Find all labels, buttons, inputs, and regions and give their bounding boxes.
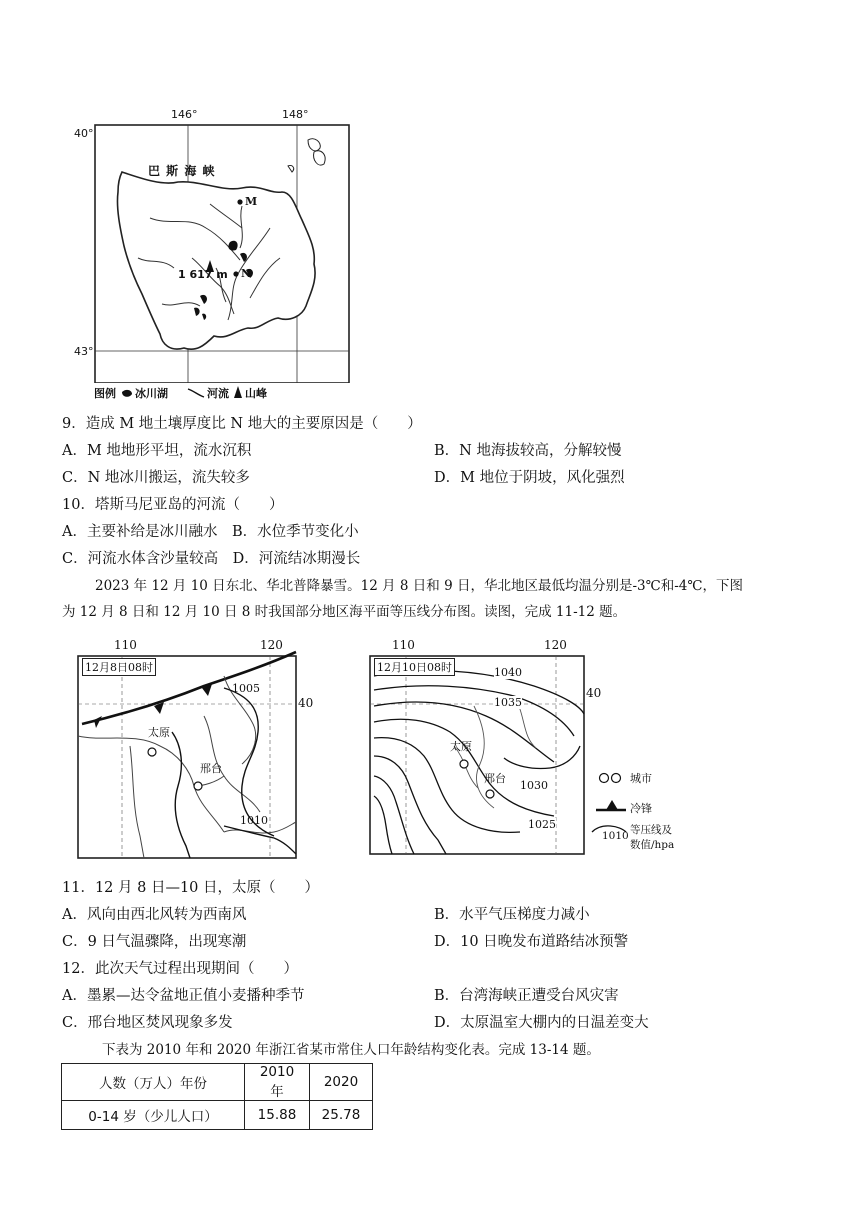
table-cell: 0-14 岁（少儿人口） <box>62 1101 245 1130</box>
question-11-option-c[interactable]: C．9 日气温骤降，出现寒潮 <box>62 934 247 950</box>
question-9-option-b[interactable]: B．N 地海拔较高，分解较慢 <box>434 443 622 459</box>
question-9-stem: 9．造成 M 地土壤厚度比 N 地大的主要原因是（ ） <box>62 416 422 432</box>
passage-11-12-line2: 为 12 月 8 日和 12 月 10 日 8 时我国部分地区海平面等压线分布图。读图，完成 11-12 题。 <box>62 604 627 620</box>
right-isobar-1030: 1030 <box>520 779 548 792</box>
left-lon-120: 120 <box>260 638 283 652</box>
city-legend-icon <box>612 774 621 783</box>
question-9-option-d[interactable]: D．M 地位于阴坡，风化强烈 <box>434 470 625 486</box>
isobar-maps <box>74 636 724 862</box>
right-lon-120: 120 <box>544 638 567 652</box>
point-n-marker <box>233 271 238 276</box>
point-m-label: M <box>245 195 258 208</box>
left-map-title: 12月8日08时 <box>82 658 156 676</box>
left-lon-110: 110 <box>114 638 137 652</box>
right-city-xingtai: 邢台 <box>484 772 506 785</box>
point-n-label: N <box>241 267 252 280</box>
question-9-option-c[interactable]: C．N 地冰川搬运，流失较多 <box>62 470 250 486</box>
question-10-stem: 10．塔斯马尼亚岛的河流（ ） <box>62 497 284 513</box>
age-structure-table <box>61 1063 373 1130</box>
question-10-options-ab[interactable]: A．主要补给是冰川融水 B．水位季节变化小 <box>62 524 359 540</box>
question-11-option-d[interactable]: D．10 日晚发布道路结冰预警 <box>434 934 629 950</box>
lat-40-label: 40° <box>74 127 94 140</box>
table-header-cell: 人数（万人）年份 <box>62 1064 245 1101</box>
right-map-title: 12月10日08时 <box>374 658 455 676</box>
left-city-taiyuan: 太原 <box>148 726 170 739</box>
question-12-stem: 12．此次天气过程出现期间（ ） <box>62 961 298 977</box>
table-row <box>62 1101 373 1130</box>
city-xingtai-marker-right <box>486 790 494 798</box>
legend-isobar-value: 1010 <box>602 830 629 842</box>
question-12-option-a[interactable]: A．墨累—达令盆地正值小麦播种季节 <box>62 988 305 1004</box>
table-header-cell: 2010 年 <box>245 1064 310 1101</box>
point-m-marker <box>237 199 242 204</box>
question-9-option-a[interactable]: A．M 地地形平坦，流水沉积 <box>62 443 252 459</box>
passage-13-14: 下表为 2010 年和 2020 年浙江省某市常住人口年龄结构变化表。完成 13-14 题。 <box>102 1042 600 1058</box>
city-taiyuan-marker <box>148 748 156 756</box>
table-header-row <box>62 1064 373 1101</box>
right-city-taiyuan: 太原 <box>450 740 472 753</box>
question-12-option-b[interactable]: B．台湾海峡正遭受台风灾害 <box>434 988 619 1004</box>
legend-peak-label: 山峰 <box>245 387 267 400</box>
question-11-option-b[interactable]: B．水平气压梯度力减小 <box>434 907 590 923</box>
table-header-cell: 2020 <box>310 1064 373 1101</box>
question-11-stem: 11．12 月 8 日—10 日，太原（ ） <box>62 880 320 896</box>
lon-148-label: 148° <box>282 108 309 121</box>
tasmania-map-svg <box>70 108 360 400</box>
table-cell: 25.78 <box>310 1101 373 1130</box>
legend-lake-label: 冰川湖 <box>135 387 168 400</box>
legend-title: 图例 <box>94 387 116 400</box>
legend-city-label: 城市 <box>630 772 652 785</box>
legend-river-label: 河流 <box>207 387 229 400</box>
peak-elevation-label: 1 617 m <box>178 268 228 281</box>
tasmania-map <box>70 108 360 400</box>
cold-front-legend-icon <box>606 800 618 810</box>
passage-11-12-line1: 2023 年 12 月 10 日东北、华北普降暴雪。12 月 8 日和 9 日，华北地区最低均温分别是-3℃和-4℃，下图 <box>95 578 743 594</box>
left-isobar-1005: 1005 <box>232 682 260 695</box>
left-city-xingtai: 邢台 <box>200 762 222 775</box>
question-12-option-c[interactable]: C．邢台地区焚风现象多发 <box>62 1015 233 1031</box>
question-11-option-a[interactable]: A．风向由西北风转为西南风 <box>62 907 247 923</box>
right-isobar-1025: 1025 <box>528 818 556 831</box>
cold-front-triangle <box>94 716 102 728</box>
question-10-options-cd[interactable]: C．河流水体含沙量较高 D．河流结冰期漫长 <box>62 551 361 567</box>
right-lon-110: 110 <box>392 638 415 652</box>
left-lat-40: 40 <box>298 696 314 710</box>
city-taiyuan-marker-right <box>460 760 468 768</box>
city-xingtai-marker <box>194 782 202 790</box>
legend-front-label: 冷锋 <box>630 802 652 815</box>
legend-isobar-line2: 数值/hpa <box>630 839 675 851</box>
right-isobar-1040: 1040 <box>494 666 522 679</box>
lat-43-label: 43° <box>74 345 94 358</box>
right-lat-40: 40 <box>586 686 602 700</box>
legend-isobar-line1: 等压线及 <box>630 824 672 836</box>
question-12-option-d[interactable]: D．太原温室大棚内的日温差变大 <box>434 1015 649 1031</box>
lon-146-label: 146° <box>171 108 198 121</box>
right-isobar-1035: 1035 <box>494 696 522 709</box>
city-legend-icon <box>600 774 609 783</box>
table-cell: 15.88 <box>245 1101 310 1130</box>
left-isobar-1010: 1010 <box>240 814 268 827</box>
strait-label: 巴 斯 海 峡 <box>148 164 216 178</box>
